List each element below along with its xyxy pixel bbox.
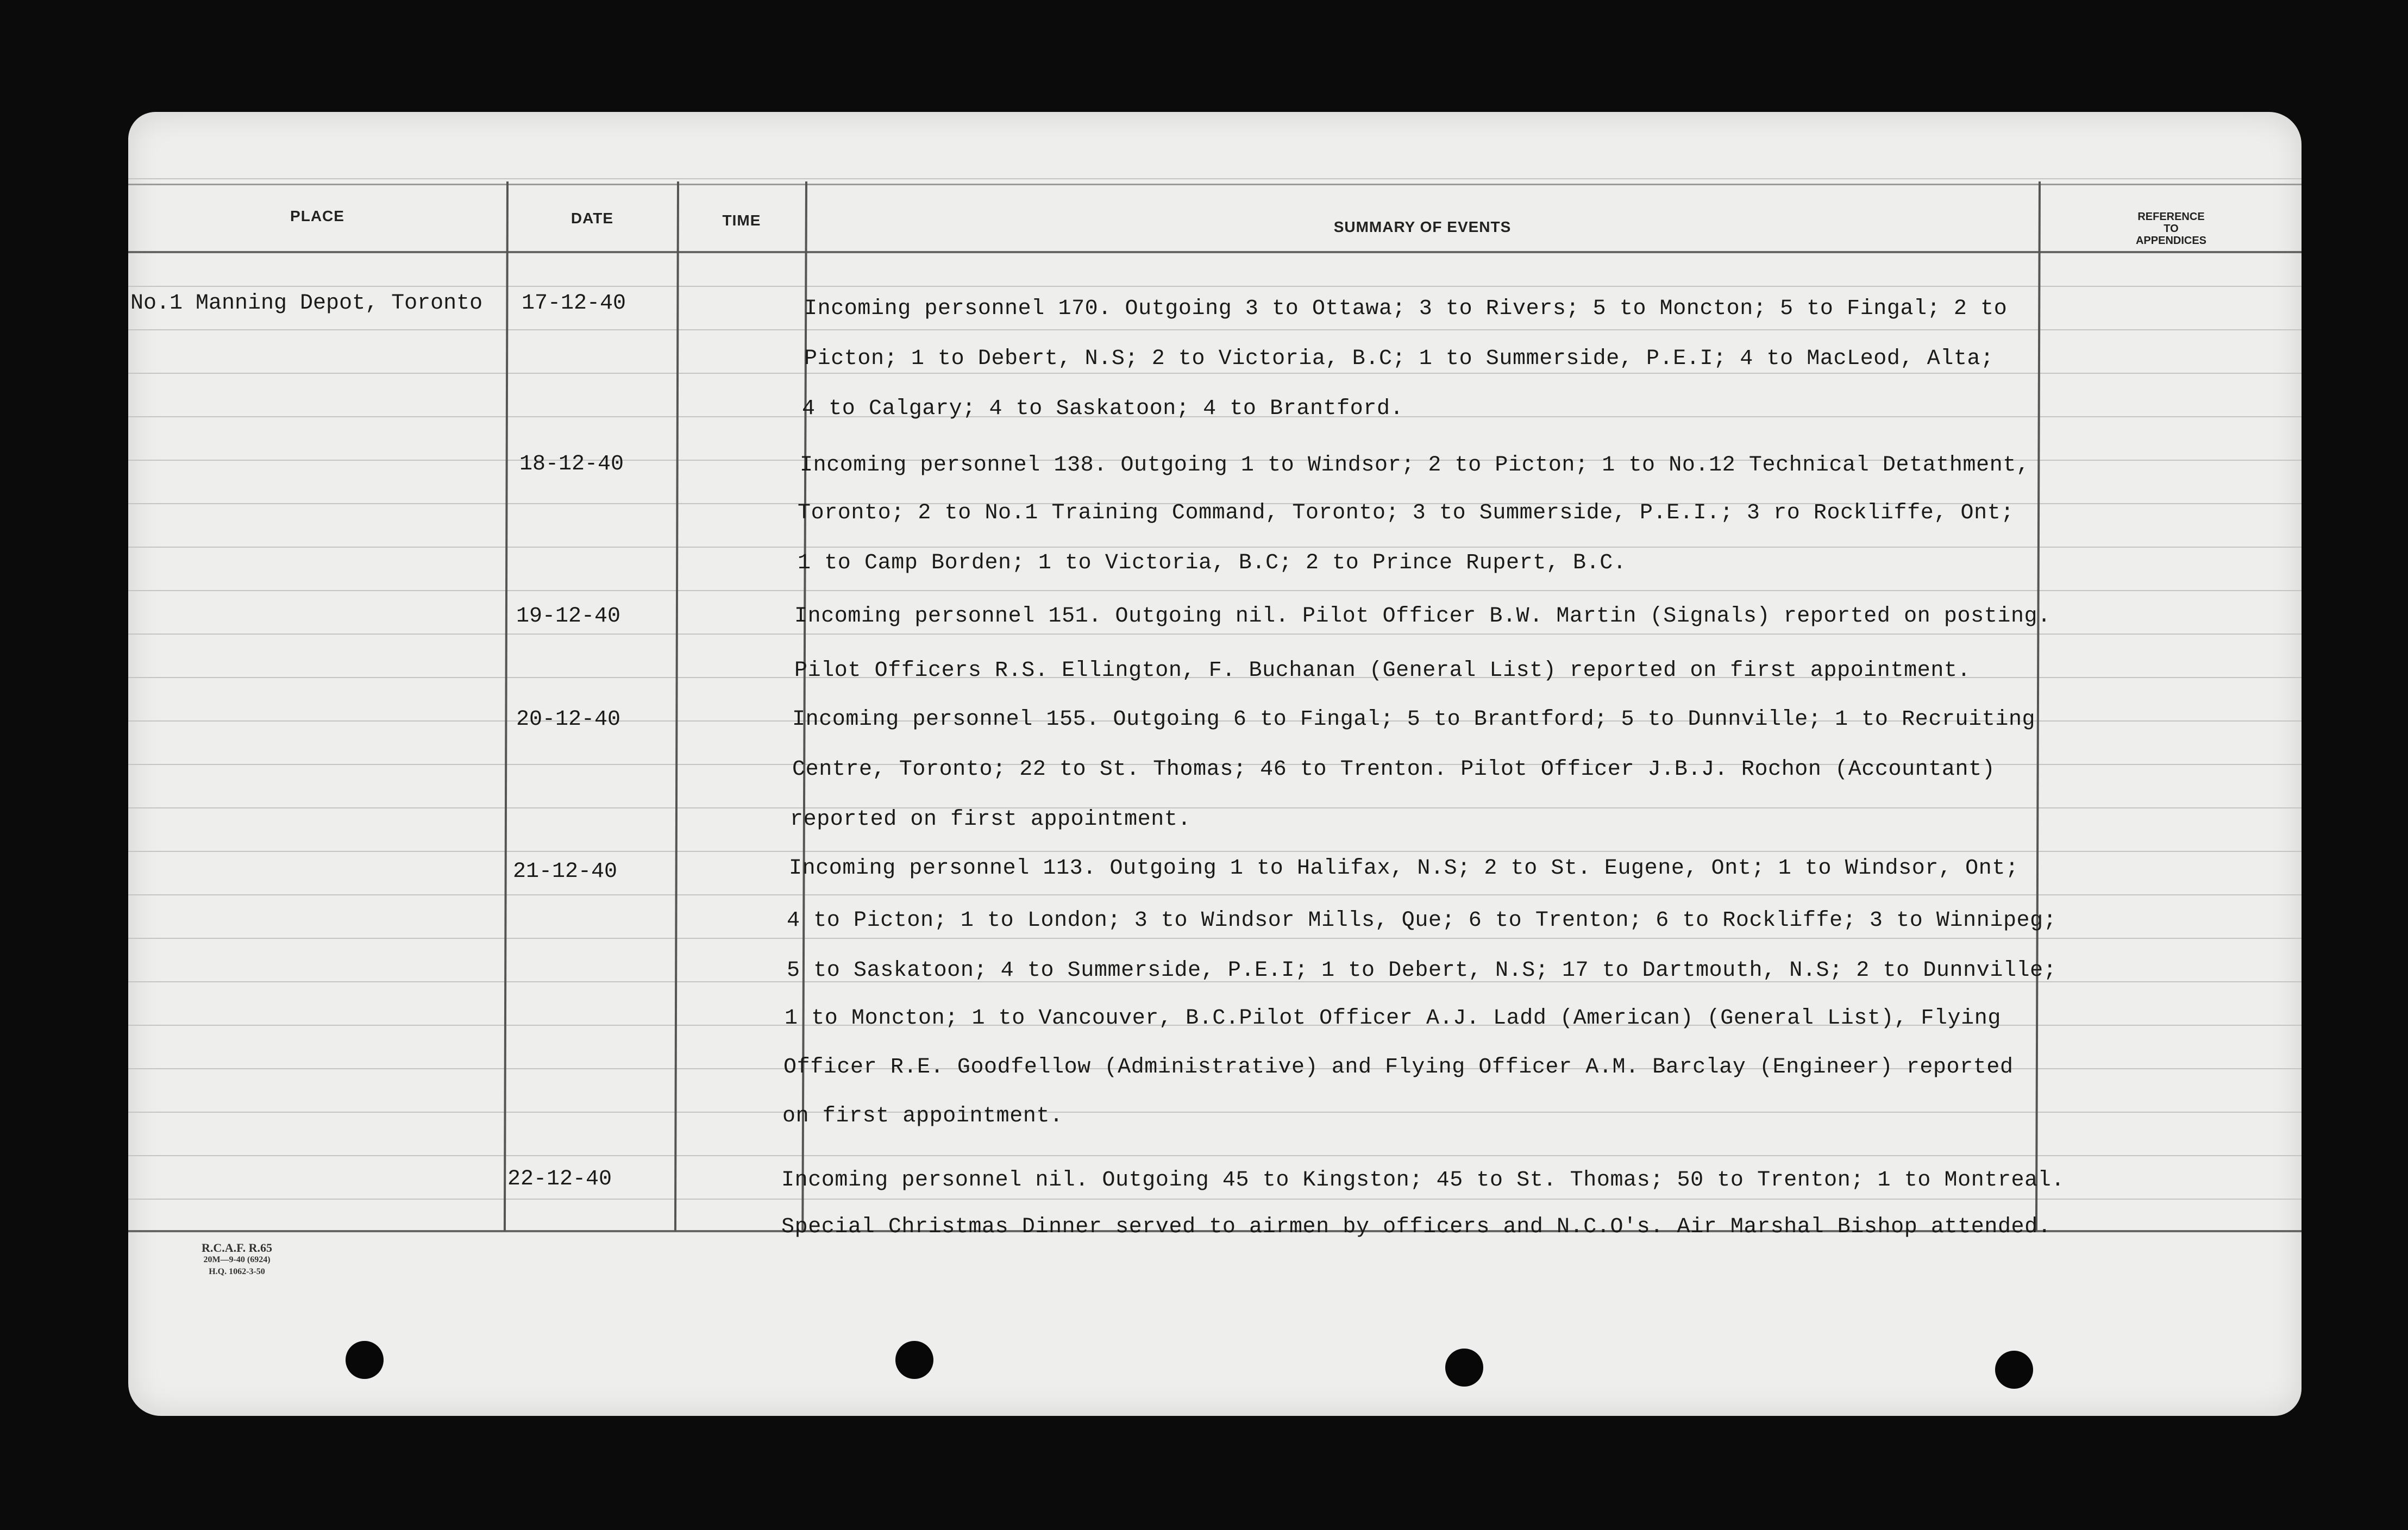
header-top-rule: [128, 184, 2302, 185]
summary-line: Special Christmas Dinner served to airmen by officers and N.C.O's. Air Marshal Bishop attended.: [781, 1215, 2052, 1239]
punch-hole: [1445, 1349, 1483, 1387]
summary-line: reported on first appointment.: [790, 807, 1192, 832]
summary-line: Officer R.E. Goodfellow (Administrative) and Flying Officer A.M. Barclay (Engineer) reported: [783, 1055, 2014, 1080]
place-date-divider: [504, 181, 509, 1231]
summary-line: 4 to Picton; 1 to London; 3 to Windsor Mills, Que; 6 to Trenton; 6 to Rockliffe; 3 to Winnipeg;: [787, 908, 2057, 933]
date-header: DATE: [570, 210, 614, 227]
summary-line: 4 to Calgary; 4 to Saskatoon; 4 to Brantford.: [802, 397, 1404, 421]
summary-header: SUMMARY OF EVENTS: [1333, 218, 1512, 235]
entry-date: 19-12-40: [516, 604, 621, 629]
summary-line: Incoming personnel 155. Outgoing 6 to Fingal; 5 to Brantford; 5 to Dunnville; 1 to Recruiting: [792, 707, 2036, 732]
summary-line: Incoming personnel 151. Outgoing nil. Pilot Officer B.W. Martin (Signals) reported on posting.: [794, 604, 2051, 629]
summary-line: Incoming personnel 113. Outgoing 1 to Halifax, N.S; 2 to St. Eugene, Ont; 1 to Windsor, Ont;: [789, 856, 2019, 881]
reference-header: REFERENCE TO APPENDICES: [2135, 211, 2207, 247]
header-bottom-rule: [128, 251, 2302, 253]
summary-line: Toronto; 2 to No.1 Training Command, Toronto; 3 to Summerside, P.E.I.; 3 ro Rockliffe, Ont;: [798, 501, 2014, 525]
summary-line: Incoming personnel 170. Outgoing 3 to Ottawa; 3 to Rivers; 5 to Moncton; 5 to Fingal; 2 to: [804, 297, 2008, 321]
form-code: R.C.A.F. R.65 20M—9-40 (6924) H.Q. 1062-3-50: [202, 1241, 272, 1276]
summary-line: Incoming personnel 138. Outgoing 1 to Windsor; 2 to Picton; 1 to No.12 Technical Detathment,: [800, 453, 2030, 478]
summary-line: 1 to Moncton; 1 to Vancouver, B.C.Pilot Officer A.J. Ladd (American) (General List), Flying: [785, 1006, 2001, 1031]
summary-line: on first appointment.: [782, 1104, 1063, 1128]
entry-date: 21-12-40: [513, 860, 618, 884]
entry-date: 20-12-40: [516, 707, 621, 732]
entry-date: 17-12-40: [522, 291, 626, 316]
summary-line: 1 to Camp Borden; 1 to Victoria, B.C; 2 to Prince Rupert, B.C.: [798, 551, 1627, 575]
summary-line: 5 to Saskatoon; 4 to Summerside, P.E.I; 1 to Debert, N.S; 17 to Dartmouth, N.S; 2 to Dunnville;: [787, 958, 2057, 983]
date-time-divider: [674, 181, 679, 1231]
summary-line: Pilot Officers R.S. Ellington, F. Buchanan (General List) reported on first appointment.: [794, 659, 1971, 683]
punch-hole: [1995, 1351, 2033, 1389]
place-header: PLACE: [290, 208, 344, 224]
punch-hole: [895, 1341, 933, 1379]
summary-reference-divider: [2035, 181, 2041, 1231]
place-value: No.1 Manning Depot, Toronto: [130, 291, 483, 316]
entry-date: 18-12-40: [519, 452, 624, 476]
summary-line: Centre, Toronto; 22 to St. Thomas; 46 to Trenton. Pilot Officer J.B.J. Rochon (Accountant): [792, 757, 1996, 782]
summary-line: Incoming personnel nil. Outgoing 45 to Kingston; 45 to St. Thomas; 50 to Trenton; 1 to Montreal.: [781, 1168, 2065, 1193]
punch-hole: [346, 1341, 384, 1379]
summary-line: Picton; 1 to Debert, N.S; 2 to Victoria, B.C; 1 to Summerside, P.E.I; 4 to MacLeod, Alta;: [804, 347, 1994, 371]
time-header: TIME: [722, 212, 761, 229]
entry-date: 22-12-40: [507, 1167, 612, 1192]
diary-sheet: [128, 112, 2302, 1416]
